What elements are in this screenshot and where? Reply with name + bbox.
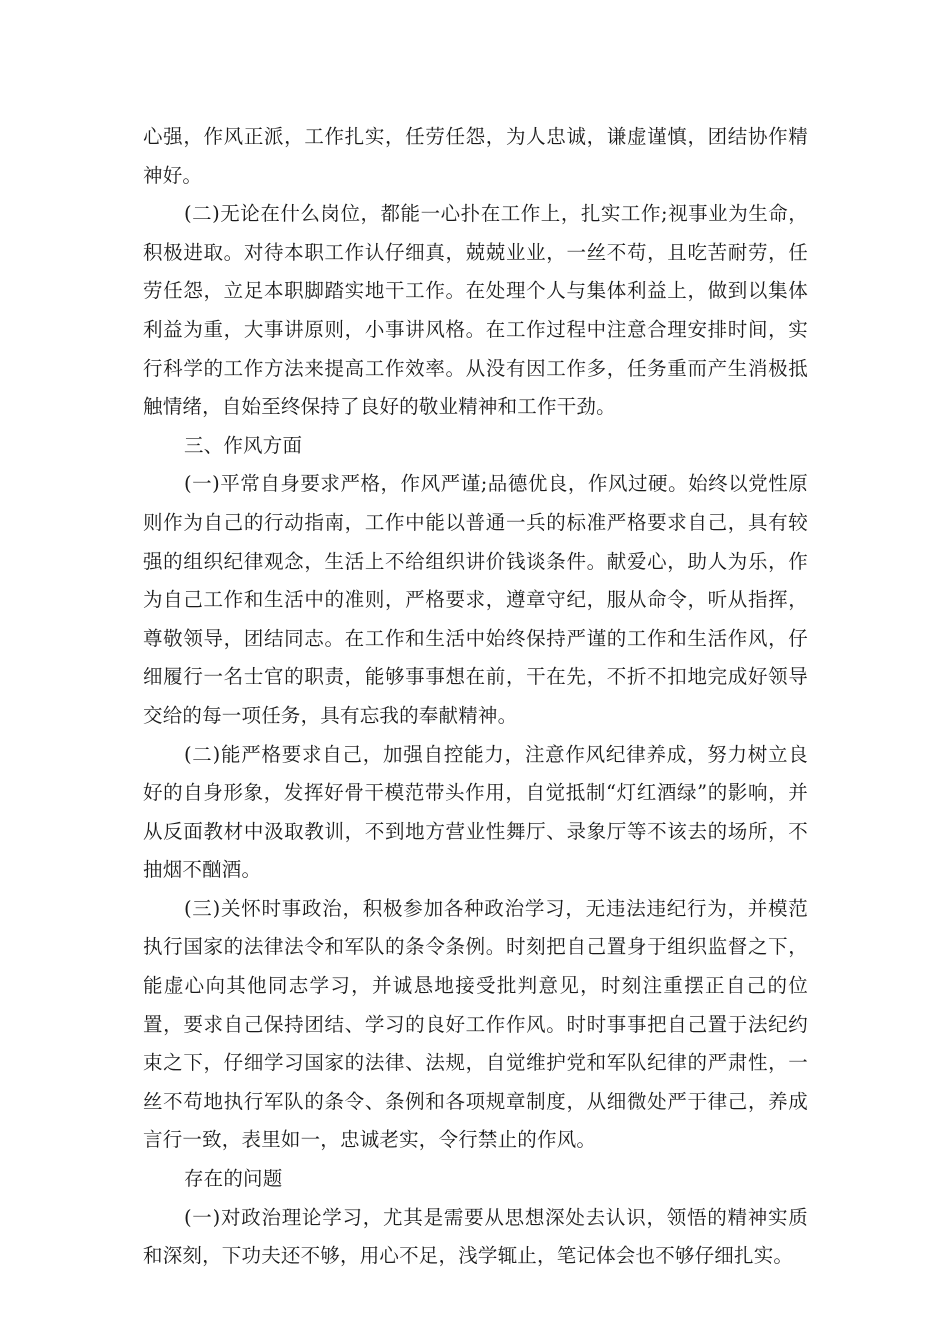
- paragraph-item-1-strict-requirements: (一)平常自身要求严格，作风严谨;品德优良，作风过硬。始终以党性原则作为自己的行动指南，工作中能以普通一兵的标准严格要求自己，具有较强的组织纪律观念，生活上不给组织讲价钱谈条件。献爱心，助人为乐，作为自己工作和生活中的准则，严格要求，遵章守纪，服从命令，听从指挥，尊敬领导，团结同志。在工作和生活中始终保持严谨的工作和生活作风，仔细履行一名士官的职责，能够事事想在前，干在先，不折不扣地完成好领导交给的每一项任务，具有忘我的奉献精神。: [143, 472, 808, 727]
- paragraph-item-2-dedication: (二)无论在什么岗位，都能一心扑在工作上，扎实工作;视事业为生命，积极进取。对待本职工作认仔细真，兢兢业业，一丝不苟，且吃苦耐劳，任劳任怨，立足本职脚踏实地干工作。在处理个人与集体利益上，做到以集体利益为重，大事讲原则，小事讲风格。在工作过程中注意合理安排时间，实行科学的工作方法来提高工作效率。从没有因工作多，任务重而产生消极抵触情绪，自始至终保持了良好的敬业精神和工作干劲。: [143, 202, 808, 419]
- document-body: [143, 118, 808, 1276]
- section-heading-work-style: 三、作风方面: [183, 433, 303, 457]
- section-heading-existing-problems: 存在的问题: [183, 1167, 283, 1191]
- paragraph-continued: 心强，作风正派，工作扎实，任劳任怨，为人忠诚，谦虚谨慎，团结协作精神好。: [143, 125, 808, 187]
- paragraph-item-3-current-affairs: (三)关怀时事政治，积极参加各种政治学习，无违法违纪行为，并模范执行国家的法律法令和军队的条令条例。时刻把自己置身于组织监督之下，能虚心向其他同志学习，并诚恳地接受批判意见，时刻注重摆正自己的位置，要求自己保持团结、学习的良好工作作风。时时事事把自己置于法纪约束之下，仔细学习国家的法律、法规，自觉维护党和军队纪律的严肃性，一丝不苟地执行军队的条令、条例和各项规章制度，从细微处严于律己，养成言行一致，表里如一，忠诚老实，令行禁止的作风。: [143, 896, 808, 1152]
- paragraph-item-2-self-control: (二)能严格要求自己，加强自控能力，注意作风纪律养成，努力树立良好的自身形象，发挥好骨干模范带头作用，自觉抵制“灯红酒绿”的影响，并从反面教材中汲取教训，不到地方营业性舞厅、录象厅等不该去的场所，不抽烟不酗酒。: [143, 742, 808, 882]
- paragraph-problem-1-theory-study: (一)对政治理论学习，尤其是需要从思想深处去认识，领悟的精神实质和深刻，下功夫还不够，用心不足，浅学辄止，笔记体会也不够仔细扎实。: [143, 1205, 808, 1268]
